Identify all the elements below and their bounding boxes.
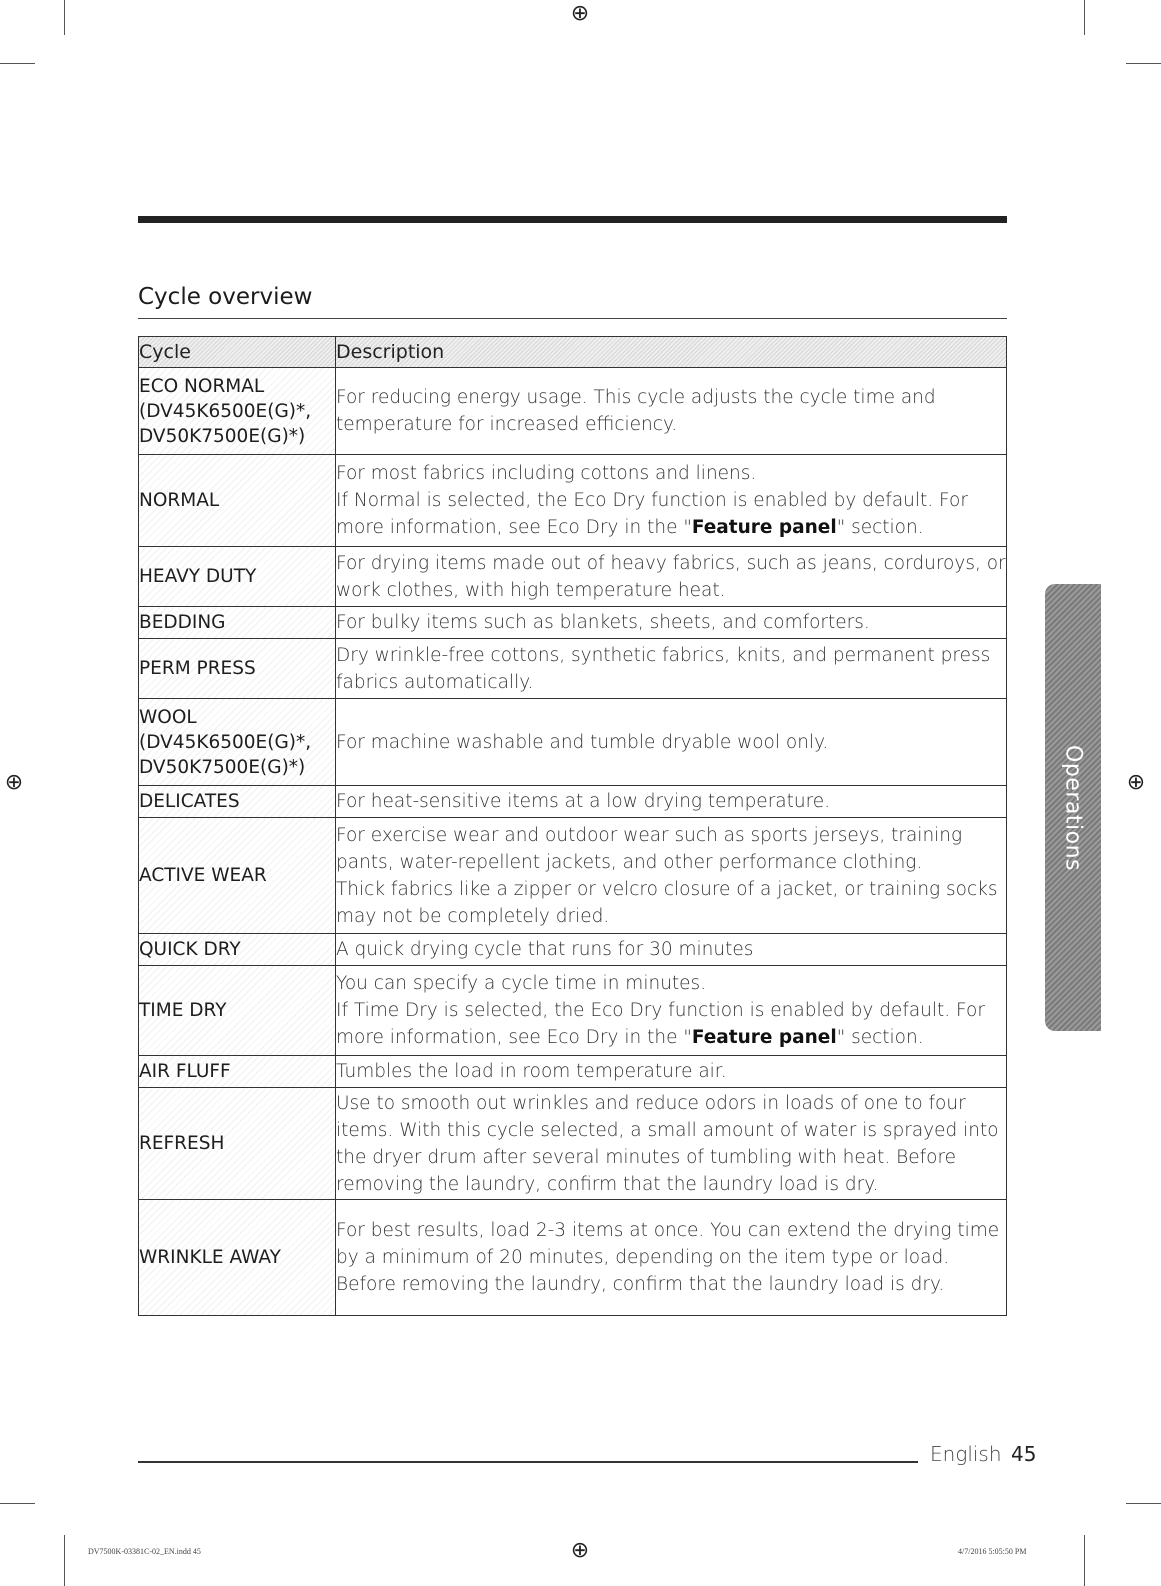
table-row <box>139 1056 1007 1088</box>
table-row <box>139 966 1007 1056</box>
table-body <box>139 368 1007 1316</box>
cycle-name-line: (DV45K6500E(G)*, <box>139 731 312 753</box>
description-paragraph <box>336 1058 1006 1085</box>
print-slug-date: 4/7/2016 5:05:50 PM <box>958 1547 1027 1556</box>
description-text: Thick fabrics like a zipper or velcro closure of a jacket, or training socks may not be completely dried. <box>336 878 998 927</box>
description-text: If Normal is selected, the Eco Dry function is enabled by default. For more information, see Eco Dry in the " <box>336 490 968 538</box>
side-tab-label: Operations <box>1060 744 1086 871</box>
crop-mark-bottom-left <box>64 1535 65 1586</box>
table-row <box>139 786 1007 818</box>
description-text: For drying items made out of heavy fabrics, such as jeans, corduroys, or work clothes, with high temperature heat. <box>336 552 1006 601</box>
cycle-name-line: BEDDING <box>139 612 226 633</box>
table-header-row <box>139 337 1007 368</box>
cycle-name-line: DELICATES <box>139 791 240 812</box>
cycle-name-line: ECO NORMAL <box>139 375 265 397</box>
description-paragraph <box>336 822 1006 876</box>
description-text: For most fabrics including cottons and linens. <box>336 463 757 484</box>
cycle-description-cell <box>336 547 1007 607</box>
crop-mark-top-right-h <box>1126 63 1161 64</box>
page-number: 45 <box>1011 1442 1037 1466</box>
description-paragraph <box>336 936 1006 963</box>
cycle-description-cell <box>336 699 1007 786</box>
crop-mark-top-left <box>64 0 65 35</box>
description-paragraph <box>336 609 1006 636</box>
column-header-description: Description <box>336 337 1007 368</box>
description-text: For bulky items such as blankets, sheets, and comforters. <box>336 612 870 633</box>
description-paragraph <box>336 642 1006 696</box>
table-row <box>139 455 1007 547</box>
cycle-name-line: QUICK DRY <box>139 939 241 960</box>
feature-panel-reference: Feature panel <box>691 1027 837 1048</box>
cycle-name-cell <box>139 818 336 934</box>
cycle-description-cell <box>336 639 1007 699</box>
description-text: " section. <box>836 1027 924 1048</box>
description-text: For reducing energy usage. This cycle adjusts the cycle time and temperature for increased efficiency. <box>336 387 936 435</box>
crop-mark-bottom-left-h <box>0 1503 35 1504</box>
description-paragraph <box>336 876 1006 930</box>
table-row <box>139 934 1007 966</box>
cycle-description-cell <box>336 455 1007 547</box>
crosshair-registration-icon: ⊕ <box>1126 770 1146 795</box>
operations-side-tab <box>1045 584 1101 1031</box>
description-paragraph <box>336 1090 1006 1198</box>
description-text: For machine washable and tumble dryable wool only. <box>336 731 829 753</box>
crosshair-registration-icon: ⊕ <box>570 1 590 26</box>
description-paragraph <box>336 970 1006 997</box>
table-row <box>139 368 1007 455</box>
cycle-name-line: PERM PRESS <box>139 658 256 679</box>
table-row <box>139 547 1007 607</box>
cycle-description-cell <box>336 607 1007 639</box>
cycle-name-cell <box>139 1056 336 1088</box>
cycle-description-cell <box>336 966 1007 1056</box>
description-text: If Time Dry is selected, the Eco Dry function is enabled by default. For more information, see Eco Dry in the " <box>336 1000 985 1048</box>
table-row <box>139 1200 1007 1316</box>
table-row <box>139 818 1007 934</box>
table-row <box>139 699 1007 786</box>
footer-language: English <box>930 1442 1002 1466</box>
cycle-name-cell <box>139 1088 336 1200</box>
print-slug-file: DV7500K-03381C-02_EN.indd 45 <box>88 1547 201 1556</box>
crosshair-registration-icon: ⊕ <box>570 1538 590 1563</box>
description-paragraph <box>336 550 1006 604</box>
cycle-name-line: ACTIVE WEAR <box>139 865 267 886</box>
cycle-description-cell <box>336 368 1007 455</box>
footer-rule <box>138 1461 918 1463</box>
crop-mark-bottom-right <box>1084 1535 1085 1586</box>
table-row <box>139 1088 1007 1200</box>
cycle-name-cell <box>139 786 336 818</box>
description-text: For best results, load 2-3 items at once. You can extend the drying time by a minimum of 20 minutes, depending on the item type or load. Before removing the laundry, confirm that the laundry load is dry. <box>336 1220 1000 1295</box>
description-paragraph <box>336 460 1006 487</box>
cycle-description-cell <box>336 934 1007 966</box>
cycle-name-line: DV50K7500E(G)*) <box>139 756 306 778</box>
description-text: For exercise wear and outdoor wear such as sports jerseys, training pants, water-repellent jackets, and other performance clothing. <box>336 824 963 873</box>
column-header-cycle: Cycle <box>139 337 336 368</box>
cycle-name-cell <box>139 607 336 639</box>
cycle-name-cell <box>139 1200 336 1316</box>
crop-mark-bottom-right-h <box>1126 1503 1161 1504</box>
title-underline <box>138 318 1007 319</box>
description-text: You can specify a cycle time in minutes. <box>336 973 707 994</box>
crop-mark-top-left-h <box>0 63 35 64</box>
description-paragraph <box>336 384 1006 438</box>
section-title: Cycle overview <box>138 284 313 310</box>
description-paragraph <box>336 1217 1006 1298</box>
cycle-name-line: AIR FLUFF <box>139 1061 231 1082</box>
description-paragraph <box>336 788 1006 815</box>
cycle-name-cell <box>139 699 336 786</box>
cycle-description-cell <box>336 1056 1007 1088</box>
cycle-description-cell <box>336 786 1007 818</box>
cycle-description-cell <box>336 1088 1007 1200</box>
cycle-name-line: (DV45K6500E(G)*, <box>139 400 312 422</box>
cycle-name-cell <box>139 455 336 547</box>
cycle-name-line: REFRESH <box>139 1133 225 1154</box>
description-paragraph <box>336 487 1006 541</box>
cycle-name-cell <box>139 547 336 607</box>
table-row <box>139 639 1007 699</box>
cycle-name-line: HEAVY DUTY <box>139 566 257 587</box>
cycle-description-cell <box>336 818 1007 934</box>
cycle-name-cell <box>139 934 336 966</box>
description-paragraph <box>336 997 1006 1051</box>
description-text: A quick drying cycle that runs for 30 minutes <box>336 939 754 960</box>
cycle-name-line: DV50K7500E(G)*) <box>139 425 306 447</box>
description-text: Dry wrinkle-free cottons, synthetic fabrics, knits, and permanent press fabrics automatically. <box>336 644 991 693</box>
description-text: Use to smooth out wrinkles and reduce odors in loads of one to four items. With this cycle selected, a small amount of water is sprayed into the dryer drum after several minutes of tumbling with heat. Before removing the laundry, confirm that the laundry load is dry. <box>336 1092 999 1195</box>
description-text: Tumbles the load in room temperature air. <box>336 1061 727 1082</box>
cycle-name-line: WRINKLE AWAY <box>139 1247 281 1268</box>
cycle-name-line: TIME DRY <box>139 1000 227 1021</box>
cycle-name-cell <box>139 639 336 699</box>
crop-mark-top-right <box>1084 0 1085 35</box>
description-text: For heat-sensitive items at a low drying temperature. <box>336 791 831 812</box>
cycle-description-cell <box>336 1200 1007 1316</box>
header-rule <box>138 216 1007 223</box>
cycle-name-line: WOOL <box>139 706 197 728</box>
cycle-name-line: NORMAL <box>139 490 220 511</box>
description-paragraph <box>336 729 1006 756</box>
crosshair-registration-icon: ⊕ <box>4 770 24 795</box>
table-row <box>139 607 1007 639</box>
cycle-name-cell <box>139 966 336 1056</box>
feature-panel-reference: Feature panel <box>691 517 837 538</box>
cycle-name-cell <box>139 368 336 455</box>
cycle-overview-table <box>138 336 1007 1316</box>
description-text: " section. <box>836 517 924 538</box>
